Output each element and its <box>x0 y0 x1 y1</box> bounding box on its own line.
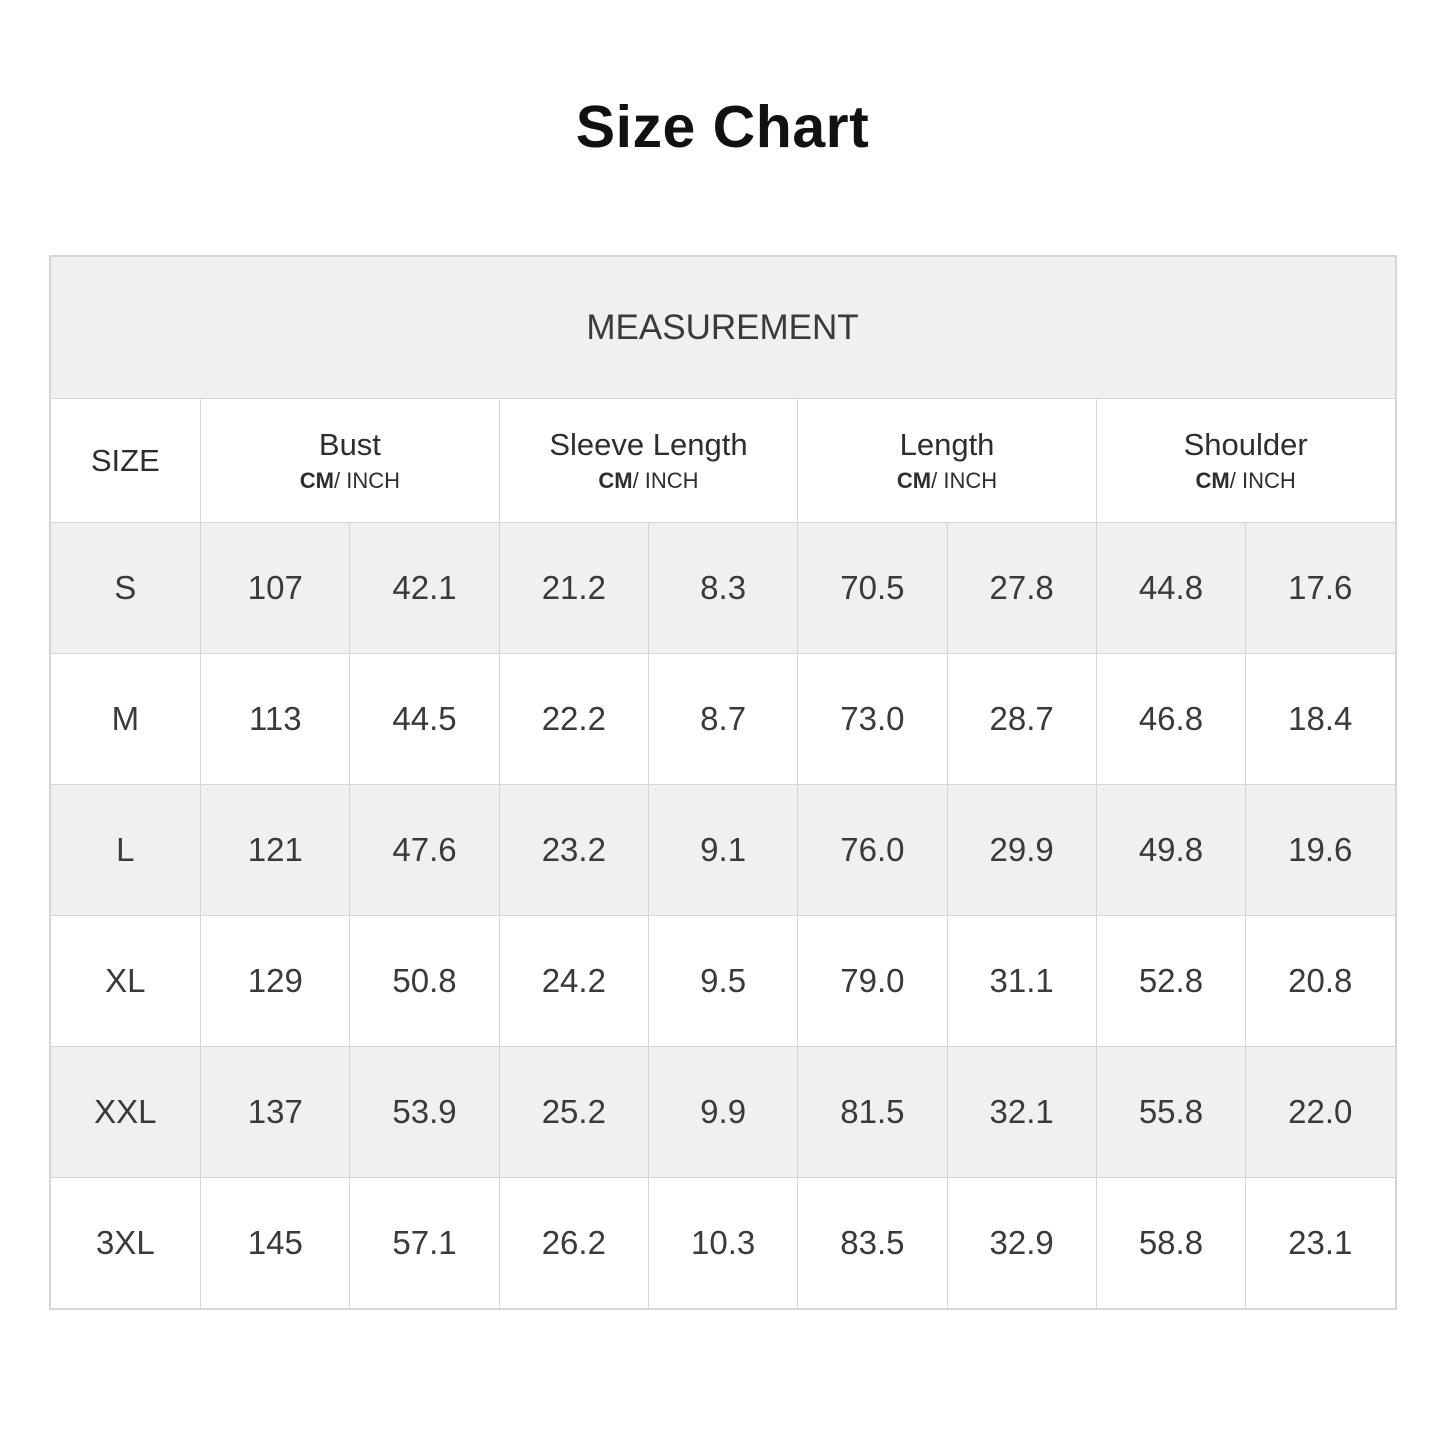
cell-length-cm: 70.5 <box>798 523 947 654</box>
cell-shoulder-inch: 22.0 <box>1246 1047 1395 1178</box>
cell-size: XL <box>50 916 201 1047</box>
cell-length-cm: 81.5 <box>798 1047 947 1178</box>
cell-bust-inch: 50.8 <box>350 916 499 1047</box>
cell-sleeve-cm: 22.2 <box>499 654 648 785</box>
column-header-size-label: SIZE <box>90 442 160 478</box>
table-row <box>50 1047 1395 1178</box>
cell-sleeve-inch: 9.5 <box>648 916 797 1047</box>
measurement-title-row <box>50 257 1395 399</box>
cell-shoulder-inch: 18.4 <box>1246 654 1395 785</box>
size-chart-table <box>50 256 1396 1309</box>
unit-cm: CM <box>1195 468 1230 494</box>
cell-bust-inch: 57.1 <box>350 1178 499 1309</box>
table-row <box>50 785 1395 916</box>
table-row <box>50 916 1395 1047</box>
cell-sleeve-inch: 9.9 <box>648 1047 797 1178</box>
unit-sep: / <box>931 468 944 494</box>
cell-length-inch: 27.8 <box>947 523 1096 654</box>
column-header-sleeve-length <box>499 399 798 523</box>
cell-bust-cm: 107 <box>201 523 350 654</box>
column-header-size <box>50 399 201 523</box>
column-header-length-label: Length <box>899 426 995 462</box>
column-header-sleeve-length-label: Sleeve Length <box>549 426 748 462</box>
cell-sleeve-inch: 9.1 <box>648 785 797 916</box>
table-row <box>50 523 1395 654</box>
cell-sleeve-inch: 8.7 <box>648 654 797 785</box>
column-header-row <box>50 399 1395 523</box>
page-title: Size Chart <box>575 94 870 160</box>
column-header-bust <box>201 399 500 523</box>
cell-shoulder-cm: 58.8 <box>1096 1178 1245 1309</box>
cell-size: 3XL <box>50 1178 201 1309</box>
cell-shoulder-cm: 44.8 <box>1096 523 1245 654</box>
cell-shoulder-cm: 55.8 <box>1096 1047 1245 1178</box>
cell-bust-cm: 121 <box>201 785 350 916</box>
cell-size: M <box>50 654 201 785</box>
column-header-shoulder-label: Shoulder <box>1183 426 1308 462</box>
cell-bust-cm: 129 <box>201 916 350 1047</box>
cell-sleeve-inch: 10.3 <box>648 1178 797 1309</box>
cell-sleeve-cm: 26.2 <box>499 1178 648 1309</box>
cell-bust-inch: 47.6 <box>350 785 499 916</box>
unit-cm: CM <box>896 468 932 494</box>
column-header-length <box>798 399 1097 523</box>
column-header-length-units <box>802 468 1092 494</box>
cell-sleeve-cm: 25.2 <box>499 1047 648 1178</box>
cell-shoulder-cm: 49.8 <box>1096 785 1245 916</box>
cell-size: L <box>50 785 201 916</box>
column-header-shoulder <box>1096 399 1395 523</box>
cell-length-cm: 76.0 <box>798 785 947 916</box>
cell-shoulder-cm: 52.8 <box>1096 916 1245 1047</box>
column-header-bust-label: Bust <box>318 426 381 462</box>
unit-inch: INCH <box>644 468 699 494</box>
cell-shoulder-inch: 19.6 <box>1246 785 1395 916</box>
cell-sleeve-inch: 8.3 <box>648 523 797 654</box>
measurement-title: MEASUREMENT <box>50 257 1395 399</box>
cell-length-inch: 28.7 <box>947 654 1096 785</box>
unit-sep: / <box>632 468 645 494</box>
cell-shoulder-inch: 20.8 <box>1246 916 1395 1047</box>
unit-inch: INCH <box>1241 468 1296 494</box>
cell-length-cm: 83.5 <box>798 1178 947 1309</box>
cell-bust-cm: 113 <box>201 654 350 785</box>
unit-inch: INCH <box>346 468 401 494</box>
column-header-sleeve-length-units <box>504 468 794 494</box>
cell-bust-cm: 137 <box>201 1047 350 1178</box>
cell-sleeve-cm: 21.2 <box>499 523 648 654</box>
cell-length-cm: 79.0 <box>798 916 947 1047</box>
unit-sep: / <box>334 468 347 494</box>
table-row <box>50 1178 1395 1309</box>
cell-bust-cm: 145 <box>201 1178 350 1309</box>
cell-bust-inch: 42.1 <box>350 523 499 654</box>
cell-bust-inch: 44.5 <box>350 654 499 785</box>
cell-shoulder-cm: 46.8 <box>1096 654 1245 785</box>
cell-length-inch: 32.9 <box>947 1178 1096 1309</box>
cell-size: XXL <box>50 1047 201 1178</box>
column-header-shoulder-units <box>1101 468 1391 494</box>
unit-cm: CM <box>598 468 633 494</box>
unit-cm: CM <box>299 468 334 494</box>
unit-sep: / <box>1229 468 1242 494</box>
column-header-bust-units <box>205 468 495 494</box>
cell-length-inch: 32.1 <box>947 1047 1096 1178</box>
cell-bust-inch: 53.9 <box>350 1047 499 1178</box>
cell-length-inch: 31.1 <box>947 916 1096 1047</box>
cell-sleeve-cm: 24.2 <box>499 916 648 1047</box>
table-row <box>50 654 1395 785</box>
unit-inch: INCH <box>943 468 998 494</box>
cell-length-inch: 29.9 <box>947 785 1096 916</box>
cell-length-cm: 73.0 <box>798 654 947 785</box>
cell-shoulder-inch: 23.1 <box>1246 1178 1395 1309</box>
cell-size: S <box>50 523 201 654</box>
size-chart-table-container <box>49 255 1397 1310</box>
cell-shoulder-inch: 17.6 <box>1246 523 1395 654</box>
cell-sleeve-cm: 23.2 <box>499 785 648 916</box>
